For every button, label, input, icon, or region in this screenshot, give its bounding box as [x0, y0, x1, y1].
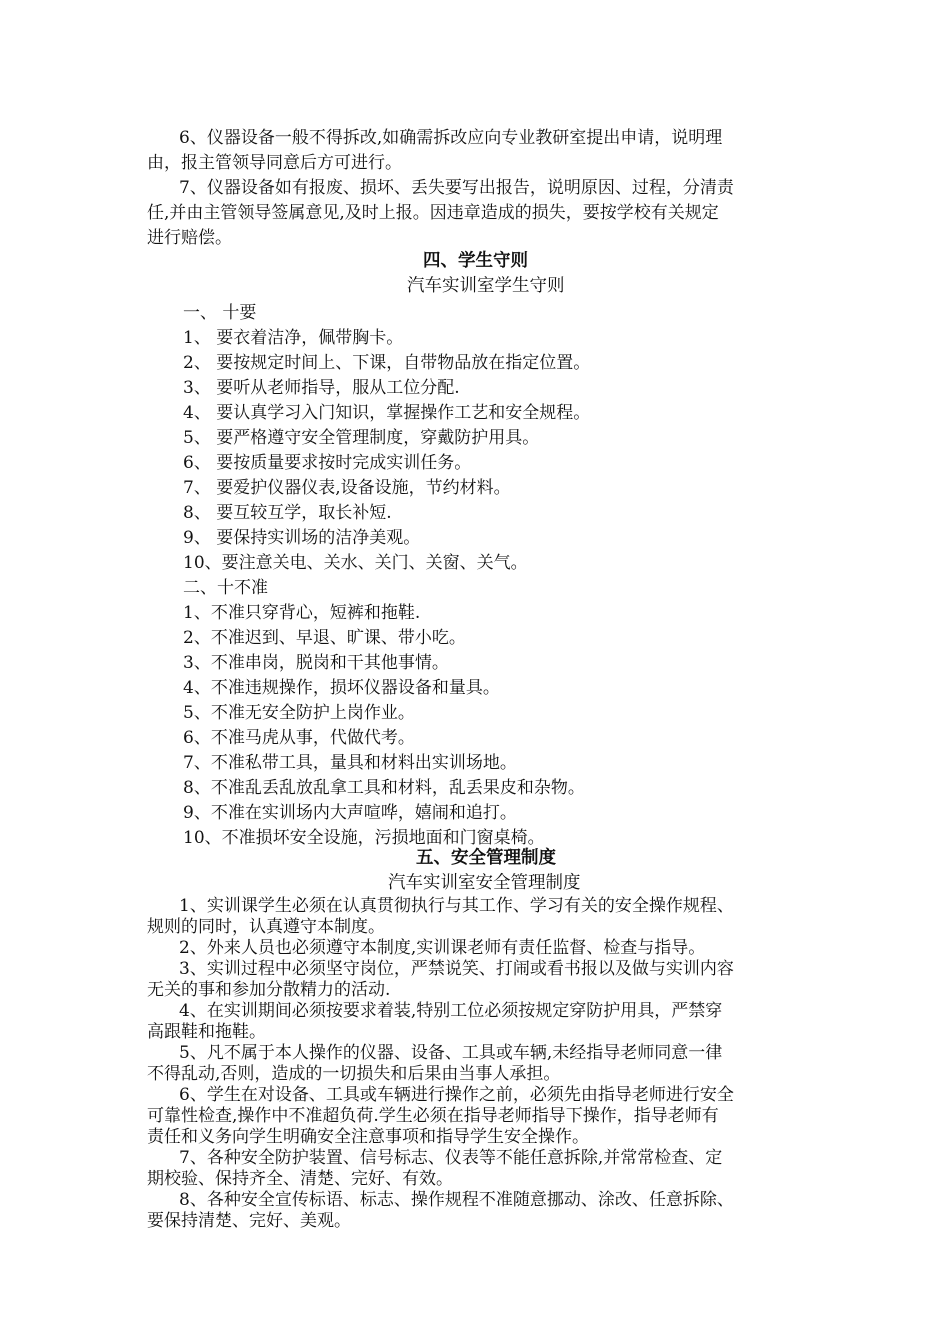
list-item: 2、不准迟到、早退、旷课、带小吃。	[183, 628, 466, 648]
list-item: 10、要注意关电、关水、关门、关窗、关气。	[183, 553, 528, 573]
list-item: 5、 要严格遵守安全管理制度，穿戴防护用具。	[183, 428, 540, 448]
paragraph-line: 责任和义务向学生明确安全注意事项和指导学生安全操作。	[147, 1127, 589, 1147]
list-item: 1、 要衣着洁净，佩带胸卡。	[183, 328, 404, 348]
paragraph-line: 5、凡不属于本人操作的仪器、设备、工具或车辆,未经指导老师同意一律	[179, 1043, 723, 1063]
paragraph-line: 无关的事和参加分散精力的活动.	[147, 980, 391, 1000]
list-item: 3、不准串岗，脱岗和干其他事情。	[183, 653, 449, 673]
list-item: 8、不准乱丢乱放乱拿工具和材料，乱丢果皮和杂物。	[183, 778, 585, 798]
list-item: 7、 要爱护仪器仪表,设备设施，节约材料。	[183, 478, 511, 498]
paragraph-line: 2、外来人员也必须遵守本制度,实训课老师有责任监督、检查与指导。	[179, 938, 706, 958]
list-heading: 二、十不准	[183, 578, 268, 598]
paragraph-line: 1、实训课学生必须在认真贯彻执行与其工作、学习有关的安全操作规程、	[179, 896, 734, 916]
paragraph-line: 3、实训过程中必须坚守岗位，严禁说笑、打闹或看书报以及做与实训内容	[179, 959, 734, 979]
paragraph-line: 7、仪器设备如有报废、损坏、丢失要写出报告，说明原因、过程，分清责	[179, 178, 734, 198]
paragraph-line: 进行赔偿。	[147, 228, 232, 248]
list-item: 5、不准无安全防护上岗作业。	[183, 703, 415, 723]
paragraph-line: 期校验、保持齐全、清楚、完好、有效。	[147, 1169, 453, 1189]
section-heading: 四、学生守则	[423, 251, 528, 271]
list-item: 6、 要按质量要求按时完成实训任务。	[183, 453, 472, 473]
paragraph-line: 不得乱动,否则，造成的一切损失和后果由当事人承担。	[147, 1064, 561, 1084]
paragraph-line: 由，报主管领导同意后方可进行。	[147, 153, 402, 173]
list-item: 9、不准在实训场内大声喧哗，嬉闹和追打。	[183, 803, 517, 823]
section-subtitle: 汽车实训室安全管理制度	[388, 873, 581, 893]
list-item: 2、 要按规定时间上、下课，自带物品放在指定位置。	[183, 353, 591, 373]
paragraph-line: 6、学生在对设备、工具或车辆进行操作之前，必须先由指导老师进行安全	[179, 1085, 734, 1105]
list-item: 4、不准违规操作，损坏仪器设备和量具。	[183, 678, 500, 698]
list-item: 6、不准马虎从事，代做代考。	[183, 728, 415, 748]
paragraph-line: 可靠性检查,操作中不准超负荷.学生必须在指导老师指导下操作，指导老师有	[147, 1106, 719, 1126]
list-item: 10、不准损坏安全设施，污损地面和门窗桌椅。	[183, 828, 545, 848]
paragraph-line: 高跟鞋和拖鞋。	[147, 1022, 266, 1042]
paragraph-line: 要保持清楚、完好、美观。	[147, 1211, 351, 1231]
list-item: 9、 要保持实训场的洁净美观。	[183, 528, 421, 548]
list-item: 8、 要互较互学，取长补短.	[183, 503, 392, 523]
list-item: 7、不准私带工具，量具和材料出实训场地。	[183, 753, 517, 773]
paragraph-line: 7、各种安全防护装置、信号标志、仪表等不能任意拆除,并常常检查、定	[179, 1148, 723, 1168]
paragraph-line: 任,并由主管领导签属意见,及时上报。因违章造成的损失，要按学校有关规定	[147, 203, 719, 223]
section-heading: 五、安全管理制度	[416, 848, 556, 868]
list-item: 1、不准只穿背心，短裤和拖鞋.	[183, 603, 421, 623]
paragraph-line: 规则的同时，认真遵守本制度。	[147, 917, 385, 937]
paragraph-line: 4、在实训期间必须按要求着装,特别工位必须按规定穿防护用具，严禁穿	[179, 1001, 723, 1021]
list-item: 4、 要认真学习入门知识，掌握操作工艺和安全规程。	[183, 403, 591, 423]
list-item: 3、 要听从老师指导，服从工位分配.	[183, 378, 460, 398]
list-heading: 一、 十要	[183, 303, 257, 323]
paragraph-line: 8、各种安全宣传标语、标志、操作规程不准随意挪动、涂改、任意拆除、	[179, 1190, 734, 1210]
section-subtitle: 汽车实训室学生守则	[407, 276, 565, 296]
paragraph-line: 6、仪器设备一般不得拆改,如确需拆改应向专业教研室提出申请，说明理	[179, 128, 723, 148]
